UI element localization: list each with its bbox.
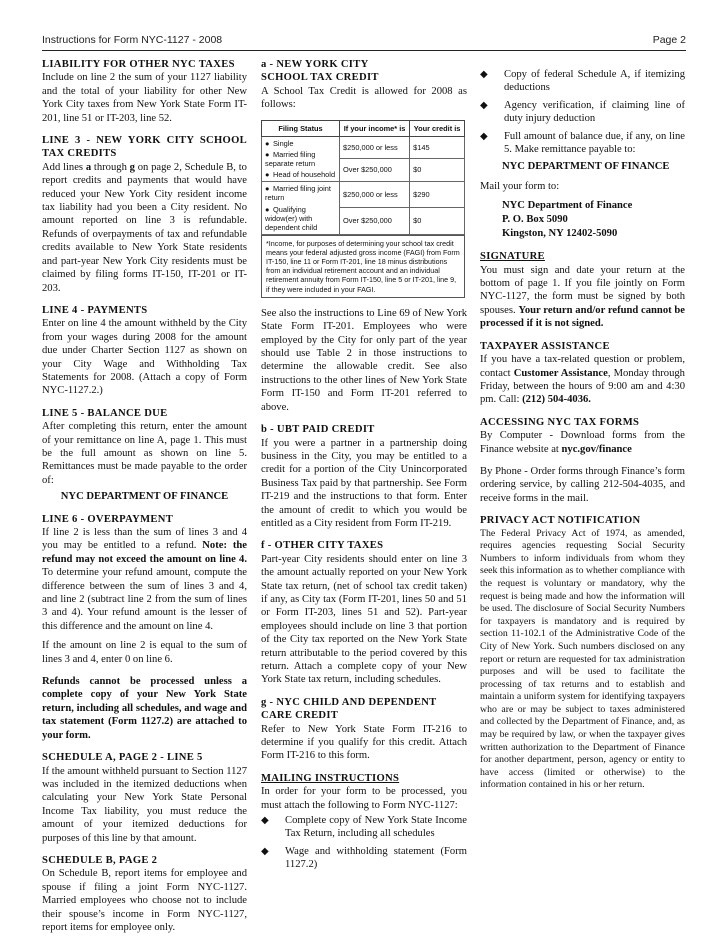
line3-heading: LINE 3 - NEW YORK CITY SCHOOL TAX CREDITS <box>42 135 247 160</box>
bullet-icon: ● <box>265 138 270 148</box>
diamond-bullet-icon: ◆ <box>480 130 488 142</box>
line5-payee: NYC DEPARTMENT OF FINANCE <box>60 491 229 503</box>
table-cell: $290 <box>410 181 465 208</box>
schedule-a-text: If the amount withheld pursuant to Section 1127 was included in the itemized deductions when calculating your New York State Personal Income Tax liability, you must reduce the amount of your itemized deductions for purposes of this line by that amount. <box>42 765 247 844</box>
child-care-text: Refer to New York State Form IT-216 to determine if you qualify for this credit. Attach Form IT-216 to this form. <box>261 723 467 762</box>
table-cell: $0 <box>410 208 465 235</box>
filing-status-cell: ● Single ● Married filing separate return ● Head of household <box>262 136 340 181</box>
child-care-heading-2: CARE CREDIT <box>261 710 339 722</box>
liability-text: Include on line 2 the sum of your 1127 liability and the total of your liability for other New York City taxes from New York State Form IT-201, line 51 or IT-203, line 52. <box>42 72 247 124</box>
line6-heading: LINE 6 - OVERPAYMENT <box>42 513 174 525</box>
payee: NYC DEPARTMENT OF FINANCE <box>502 161 670 173</box>
mailing-heading: MAILING INSTRUCTIONS <box>261 772 400 784</box>
forms-heading: ACCESSING NYC TAX FORMS <box>480 416 640 428</box>
table-header: Your credit is <box>410 120 465 136</box>
table-row <box>262 181 465 208</box>
table-cell: $250,000 or less <box>340 136 410 159</box>
refunds-warning: Refunds cannot be processed unless a complete copy of your New York State return, including all schedules, and wage and tax statement (Form 1127.2) are attached to your form. <box>42 676 247 741</box>
bullet-icon: ● <box>265 169 270 179</box>
forms-phone-text: By Phone - Order forms through Finance’s form ordering service, by calling 212-504-4035, and receive forms in the mail. <box>480 465 685 504</box>
school-credit-text-2: See also the instructions to Line 69 of New York State Form IT-201. Employees who were employed by the City for only part of the year should use Table 2 in those instructions to determine the allowable credit. See also instructions to the other lines of New York State Form IT-150 and Form IT-201 referred to above. <box>261 307 467 413</box>
assistance-heading: TAXPAYER ASSISTANCE <box>480 340 610 352</box>
list-item: ◆ Copy of federal Schedule A, if itemizing deductions <box>480 69 685 94</box>
line6-text: If line 2 is less than the sum of lines 3 and 4 you may be entitled to a refund. Note: the refund may not exceed the amount on line 4. To determine your refund amount, compute the difference between the sum of lines 3 and 4, and line 2 (subtract line 2 from the sum of lines 3 and 4). Your refund amount is the lesser of this difference and the amount on line 4. <box>42 527 247 632</box>
liability-heading: LIABILITY FOR OTHER NYC TAXES <box>42 59 235 70</box>
column-3 <box>480 58 685 792</box>
table-cell: $0 <box>410 159 465 182</box>
mail-to-label: Mail your form to: <box>480 180 560 192</box>
column-1 <box>42 58 247 934</box>
filing-status-cell: ● Married filing joint return ● Qualifying widow(er) with dependent child <box>262 181 340 234</box>
column-2 <box>261 58 467 876</box>
list-item: ◆ Complete copy of New York State Income Tax Return, including all schedules <box>261 815 467 840</box>
line5-text: After completing this return, enter the amount of your remittance on line A, page 1. This must be the full amount as shown on line 5. Remittances must be made payable to the order of: <box>42 421 247 486</box>
diamond-bullet-icon: ◆ <box>480 99 488 111</box>
schedule-b-text: On Schedule B, report items for employee and spouse if filing a joint Form NYC-1127. Married employees who choose not to include their spouse’s income in Form NYC-1127, report items for employee only. <box>42 868 247 933</box>
table-cell: $250,000 or less <box>340 181 410 208</box>
page-header <box>42 32 686 50</box>
diamond-bullet-icon: ◆ <box>261 845 269 857</box>
list-item: ◆ Wage and withholding statement (Form 1127.2) <box>261 845 467 871</box>
line4-text: Enter on line 4 the amount withheld by the City from your wages during 2008 for the amount due under Charter Section 1127 as shown on your City Wage and Withholding Tax Statements for 2008. (Attach a copy of Form NYC-1127.2.) <box>42 318 247 397</box>
school-credit-table <box>261 120 465 235</box>
ubt-credit-text: If you were a partner in a partnership doing business in the City, you may be entitled to a credit for a portion of the City Unincorporated Business Tax paid by that partnership. See Form IT-219 and the instructions to that form. Enter the amount of credit to which you would be entitled as a City resident from Form IT-219. <box>261 437 467 529</box>
table-row <box>262 136 465 159</box>
line6-text-2: If the amount on line 2 is equal to the sum of lines 3 and 4, enter 0 on line 6. <box>42 640 247 665</box>
bullet-icon: ● <box>265 149 270 159</box>
ubt-credit-heading: b - UBT PAID CREDIT <box>261 424 375 436</box>
header-title: Instructions for Form NYC-1127 - 2008 <box>42 34 223 46</box>
table-header: If your income* is <box>340 120 410 136</box>
signature-text: You must sign and date your return at the bottom of page 1. If you file jointly on Form NYC-1127, the form must be signed by both spouses. Your return and/or refund cannot be processed if it is not signed. <box>480 264 685 330</box>
school-credit-heading-2: SCHOOL TAX CREDIT <box>261 72 379 84</box>
other-taxes-heading: f - OTHER CITY TAXES <box>261 540 384 552</box>
attachment-list <box>480 68 685 156</box>
bullet-icon: ● <box>265 204 270 214</box>
mailing-list <box>261 814 467 872</box>
schedule-a-heading: SCHEDULE A, PAGE 2 - LINE 5 <box>42 752 203 764</box>
assistance-text: If you have a tax-related question or problem, contact Customer Assistance, Monday through Friday, between the hours of 9:00 am and 4:30 pm. Call: (212) 504-4036. <box>480 354 685 406</box>
privacy-text: The Federal Privacy Act of 1974, as amended, requires agencies requesting Social Security Numbers to inform individuals from whom they seek this information as to whether compliance with the request is voluntary or mandatory, why the request is being made and how the information will be used. The disclosure of Social Security Numbers for taxpayers is mandatory and is required by section 11-102.1 of the Administrative Code of the City of New York. Such numbers disclosed on any report or return are requested for tax administration purposes and will be used to facilitate the processing of tax returns and to establish and maintain a uniform system for identifying taxpayers who are or may be subject to taxes administered and collected by the Department of Finance, and, as may be required by law, or when the taxpayer gives written authorization to the Department of Finance for another department, person, agency or entity to have access (limited or otherwise) to the information contained in his or her return. <box>480 527 685 791</box>
signature-heading: SIGNATURE <box>480 251 545 263</box>
diamond-bullet-icon: ◆ <box>261 815 269 827</box>
child-care-heading-1: g - NYC CHILD AND DEPENDENT <box>261 696 437 708</box>
privacy-heading: PRIVACY ACT NOTIFICATION <box>480 515 641 527</box>
mailing-address: NYC Department of Finance P. O. Box 5090 Kingston, NY 12402-5090 <box>502 200 633 240</box>
header-rule <box>42 50 686 51</box>
table-header: Filing Status <box>262 120 340 136</box>
line4-heading: LINE 4 - PAYMENTS <box>42 304 148 316</box>
school-credit-heading-1: a - NEW YORK CITY <box>261 59 369 70</box>
list-item: ◆ Full amount of balance due, if any, on line 5. Make remittance payable to: <box>480 130 685 156</box>
schedule-b-heading: SCHEDULE B, PAGE 2 <box>42 854 158 866</box>
list-item: ◆ Agency verification, if claiming line of duty injury deduction <box>480 99 685 125</box>
income-footnote: *Income, for purposes of determining your school tax credit means your federal adjusted gross income (FAGI) from Form IT-150, line 11 or Form IT-201, line 18 minus distributions from an individual retirement account and an individual retirement annuity from Form IT-150, line 5 or IT-201, line 9, if they were included in your FAGI. <box>261 235 465 298</box>
forms-computer-text: By Computer - Download forms from the Finance website at nyc.gov/finance <box>480 430 685 455</box>
table-cell: $145 <box>410 136 465 159</box>
other-taxes-text: Part-year City residents should enter on line 3 the amount actually reported on your New York State tax return, (net of school tax credit taken) if any, as City tax (Form IT-201, lines 50 and 51 or Form IT-203, lines 51 and 52). Part-year employees should include on line 3 that portion of the City tax reported on the New York State return attributable to the period covered by this return. Attach a complete copy of your New York State tax return, including schedules. <box>261 553 467 686</box>
page-number: Page 2 <box>652 34 686 46</box>
table-cell: Over $250,000 <box>340 208 410 235</box>
bullet-icon: ● <box>265 183 270 193</box>
school-credit-text: A School Tax Credit is allowed for 2008 as follows: <box>261 85 467 111</box>
diamond-bullet-icon: ◆ <box>480 69 488 80</box>
line5-heading: LINE 5 - BALANCE DUE <box>42 407 168 419</box>
mailing-text: In order for your form to be processed, you must attach the following to Form NYC-1127: <box>261 786 467 811</box>
table-cell: Over $250,000 <box>340 159 410 182</box>
line3-text: Add lines a through g on page 2, Schedule B, to report credits and payments that would have reduced your New York City resident income tax liability had you been a City resident. No amount reported on line 3 is refundable. Refunds of overpayments of tax and refundable credits available to New York State residents and part-year New York City residents must be claimed by filing forms IT-150, IT-201 or IT-203. <box>42 161 247 294</box>
